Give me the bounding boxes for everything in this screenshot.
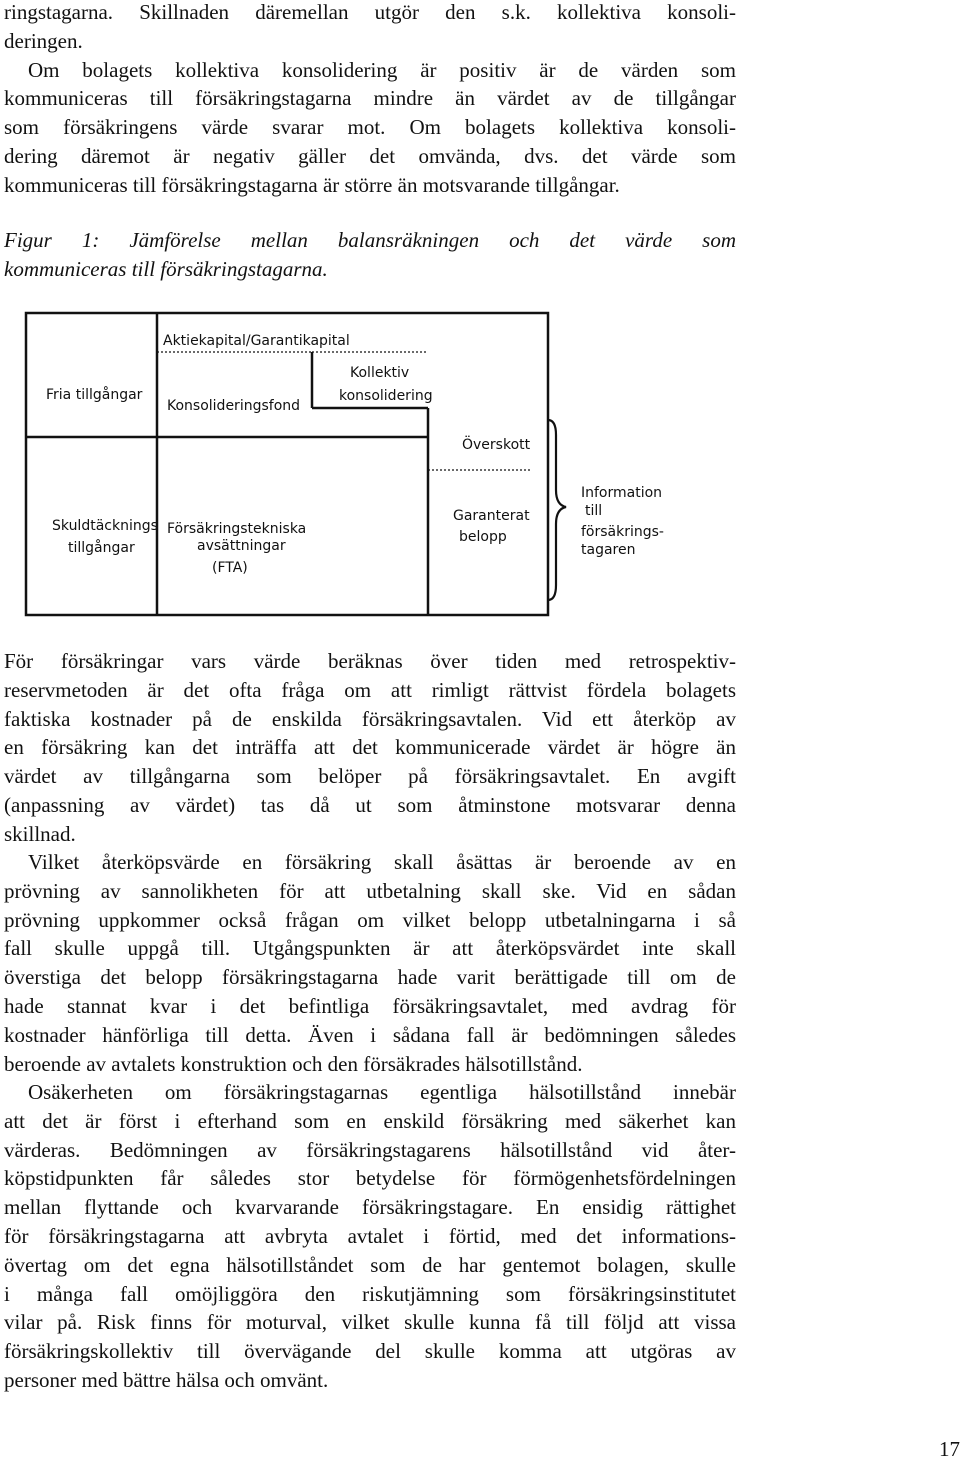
text-line: personer med bättre hälsa och omvänt. <box>4 1367 329 1392</box>
tagaren-label: tagaren <box>581 542 636 558</box>
diagram-outer-box <box>26 313 548 615</box>
text-line: prövning av sannolikheten för att utbetalning skall ske. Vid en sådan <box>4 878 736 903</box>
text-line: överstiga det belopp försäkringstagarna hade varit berättigade till om de <box>4 965 736 990</box>
text-line: faktiska kostnader på de enskilda försäkringsavtalen. Vid ett återköp av <box>4 706 736 731</box>
garanterat-label: Garanterat <box>453 508 530 524</box>
text-line: vilar på. Risk finns för moturval, vilket skulle kunna få till följd att vissa <box>4 1310 736 1335</box>
text-line: en försäkring kan det inträffa att det kommunicerade värdet är högre än <box>4 735 736 760</box>
information-label: Information <box>581 485 663 501</box>
body-paragraph-1 <box>4 647 736 849</box>
aktiekapital-label: Aktiekapital/Garantikapital <box>163 333 350 349</box>
fta-label-1: Försäkringstekniska <box>167 521 307 537</box>
text-line: För försäkringar vars värde beräknas över tiden med retrospektiv- <box>4 649 736 673</box>
text-line: ringstagarna. Skillnaden däremellan utgör den s.k. kollektiva konsoli- <box>4 0 736 24</box>
text-line: Vilket återköpsvärde en försäkring skall åsättas är beroende av en <box>28 850 736 874</box>
balance-sheet-diagram <box>0 300 960 630</box>
caption-line: Figur 1: Jämförelse mellan balansräkningen och det värde som <box>4 228 736 252</box>
fria-tillgangar-label: Fria tillgångar <box>46 387 143 403</box>
text-line: att det är först i efterhand som en enskild försäkring med säkerhet kan <box>4 1108 736 1133</box>
kollektiv-label: Kollektiv <box>350 365 410 381</box>
text-line: beroende av avtalets konstruktion och den försäkrades hälsotillstånd. <box>4 1051 583 1076</box>
text-line: försäkringskollektiv till övervägande del skulle komma att utgöras av <box>4 1339 736 1364</box>
text-line: kostnader hänförliga till detta. Även i sådana fall är bedömningen således <box>4 1022 736 1047</box>
text-line: Om bolagets kollektiva konsolidering är positiv är de värden som <box>28 57 736 82</box>
overskott-label: Överskott <box>462 437 531 453</box>
intro-paragraph <box>4 0 736 200</box>
forsakrings-label: försäkrings- <box>581 524 664 540</box>
fta-label-3: (FTA) <box>212 560 248 576</box>
till-label: till <box>585 503 603 519</box>
text-line: deringen. <box>4 28 83 53</box>
brace-shape <box>548 420 566 600</box>
text-line: mellan flyttande och kvarvarande försäkringstagare. En ensidig rättighet <box>4 1195 736 1220</box>
text-line: prövning uppkommer också frågan om vilket belopp utbetalningarna i så <box>4 907 736 932</box>
skuldtacknings-label: Skuldtäcknings <box>52 518 158 534</box>
fta-label-2: avsättningar <box>197 538 286 554</box>
text-line: köpstidpunkten får således stor betydelse för förmögenhetsfördelningen <box>4 1166 736 1191</box>
text-line: kommuniceras till försäkringstagarna mindre än värdet av de tillgångar <box>4 86 736 111</box>
text-line: för försäkringstagarna att avbryta avtalet i förtid, med det informations- <box>4 1223 736 1248</box>
belopp-label: belopp <box>459 529 507 545</box>
text-line: i många fall omöjliggöra den riskutjämning som försäkringsinstitutet <box>4 1281 736 1306</box>
page-number: 17 <box>939 1437 960 1461</box>
body-paragraph-3 <box>4 1078 736 1395</box>
text-line: (anpassning av värdet) tas då ut som åtminstone motsvarar denna <box>4 792 736 817</box>
text-line: som försäkringens värde svarar mot. Om bolagets kollektiva konsoli- <box>4 115 736 140</box>
text-line: fall skulle uppgå till. Utgångspunkten är att återköpsvärdet inte skall <box>4 936 736 961</box>
text-line: värdet av tillgångarna som belöper på försäkringsavtalet. En avgift <box>4 764 736 789</box>
figure-caption <box>4 226 736 284</box>
text-line: övertag om det egna hälsotillståndet som de har gentemot bolagen, skulle <box>4 1252 736 1277</box>
text-line: dering däremot är negativ gäller det omvända, dvs. det värde som <box>4 143 736 168</box>
text-line: värderas. Bedömningen av försäkringstagarens hälsotillstånd vid åter- <box>4 1137 736 1162</box>
text-line: hade stannat kvar i det befintliga försäkringsavtalet, med avdrag för <box>4 993 736 1018</box>
caption-line: kommuniceras till försäkringstagarna. <box>4 256 328 281</box>
konsolidering-label: konsolidering <box>339 388 433 404</box>
body-paragraph-2 <box>4 848 736 1078</box>
text-line: kommuniceras till försäkringstagarna är större än motsvarande tillgångar. <box>4 172 620 197</box>
konsolideringsfond-label: Konsolideringsfond <box>167 398 301 414</box>
diagram-svg <box>0 300 960 630</box>
text-line: reservmetoden är det ofta fråga om att rimligt rättvist fördela bolagets <box>4 677 736 702</box>
text-line: Osäkerheten om försäkringstagarnas egentliga hälsotillstånd innebär <box>28 1080 736 1104</box>
tillgangar-label: tillgångar <box>68 540 135 556</box>
text-line: skillnad. <box>4 821 76 846</box>
